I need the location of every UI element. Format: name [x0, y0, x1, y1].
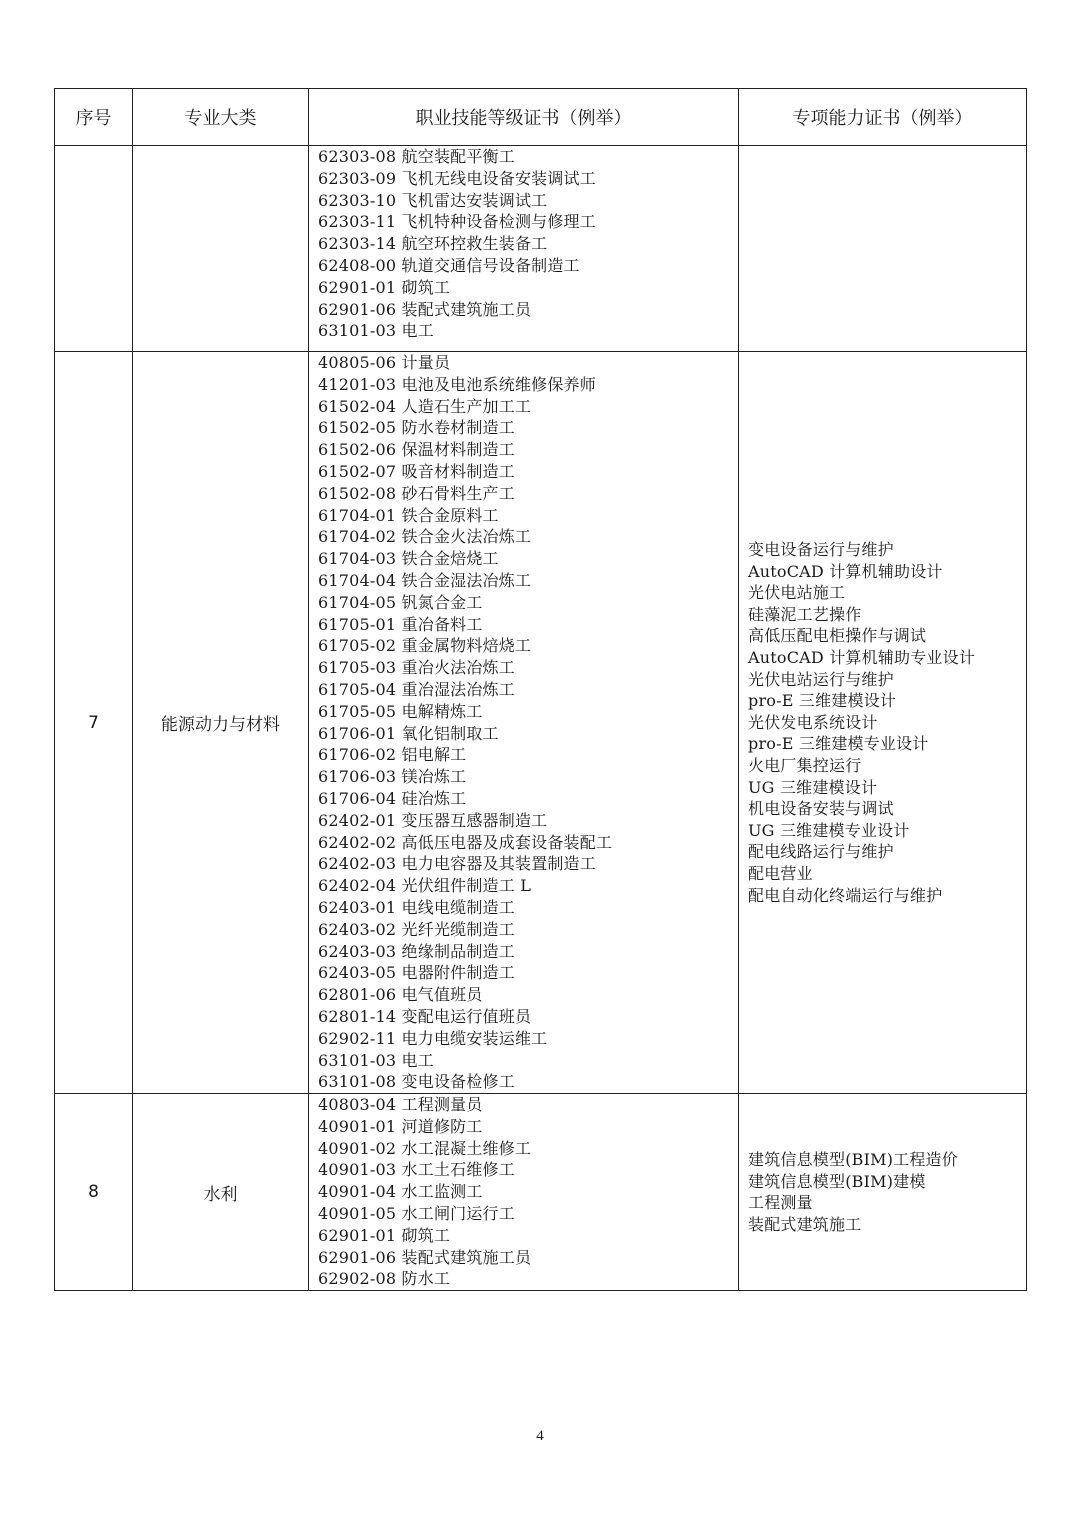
page-number: 4 [536, 1428, 544, 1444]
skill-cert-item: 62801-14 变配电运行值班员 [318, 1006, 532, 1026]
skill-cert-item: 62901-06 装配式建筑施工员 [318, 299, 532, 319]
skill-cert-item: 62801-06 电气值班员 [318, 985, 483, 1005]
special-cert-item: 建筑信息模型(BIM)建模 [748, 1171, 926, 1191]
skill-cert-item: 62902-11 电力电缆安装运维工 [318, 1028, 548, 1048]
skill-cert-item: 61706-01 氧化铝制取工 [318, 723, 499, 743]
row-index [55, 146, 133, 352]
skill-cert-item: 40901-02 水工混凝土维修工 [318, 1138, 532, 1158]
special-cert-item: 装配式建筑施工 [748, 1214, 862, 1234]
skill-cert-item: 61706-02 铝电解工 [318, 745, 467, 765]
skill-cert-item: 61502-04 人造石生产加工工 [318, 396, 532, 416]
special-cert-item: 光伏电站施工 [748, 583, 846, 603]
table-row [55, 352, 1027, 1094]
special-cert-item: 建筑信息模型(BIM)工程造价 [748, 1149, 958, 1169]
skill-cert-item: 41201-03 电池及电池系统维修保养师 [318, 374, 596, 394]
skill-cert-item: 61705-01 重冶备料工 [318, 614, 483, 634]
table-row [55, 1094, 1027, 1291]
skill-cert-item: 62402-03 电力电容器及其装置制造工 [318, 854, 596, 874]
skill-cert-item: 62901-06 装配式建筑施工员 [318, 1247, 532, 1267]
special-cert-item: UG 三维建模专业设计 [748, 820, 910, 840]
special-cert-item: 光伏发电系统设计 [748, 712, 878, 732]
skill-cert-item: 61502-06 保温材料制造工 [318, 440, 515, 460]
special-cert-cell [739, 352, 1027, 1094]
special-cert-item: 配电营业 [748, 863, 813, 883]
table-header-row [55, 89, 1027, 146]
skill-cert-item: 63101-03 电工 [318, 321, 434, 341]
skill-cert-item: 61502-08 砂石骨料生产工 [318, 483, 515, 503]
special-cert-item: 变电设备运行与维护 [748, 540, 894, 559]
skill-cert-item: 61706-03 镁冶炼工 [318, 767, 467, 787]
special-cert-item: 高低压配电柜操作与调试 [748, 626, 927, 646]
skill-cert-item: 62303-09 飞机无线电设备安装调试工 [318, 168, 596, 188]
skill-cert-item: 62901-01 砌筑工 [318, 1225, 451, 1245]
header-category: 专业大类 [133, 89, 309, 146]
skill-cert-cell [309, 1094, 739, 1291]
skill-cert-item: 62303-10 飞机雷达安装调试工 [318, 190, 548, 210]
skill-cert-item: 62303-11 飞机特种设备检测与修理工 [318, 212, 596, 232]
skill-cert-item: 61704-01 铁合金原料工 [318, 505, 499, 525]
special-cert-item: AutoCAD 计算机辅助设计 [748, 561, 943, 581]
special-cert-cell [739, 146, 1027, 352]
skill-cert-item: 40901-05 水工闸门运行工 [318, 1204, 515, 1224]
skill-cert-item: 61705-04 重冶湿法冶炼工 [318, 679, 515, 699]
special-cert-cell [739, 1094, 1027, 1291]
skill-cert-item: 40901-04 水工监测工 [318, 1182, 483, 1202]
table-row [55, 146, 1027, 352]
skill-cert-item: 61704-03 铁合金焙烧工 [318, 549, 499, 569]
special-cert-item: 工程测量 [748, 1193, 813, 1213]
special-cert-item: UG 三维建模设计 [748, 777, 878, 797]
skill-cert-item: 62901-01 砌筑工 [318, 277, 451, 297]
skill-cert-item: 62403-02 光纤光缆制造工 [318, 919, 515, 939]
special-cert-item: pro-E 三维建模专业设计 [748, 734, 929, 754]
skill-cert-item: 40805-06 计量员 [318, 353, 451, 372]
row-category [133, 146, 309, 352]
skill-cert-item: 62303-08 航空装配平衡工 [318, 147, 515, 166]
skill-cert-item: 62408-00 轨道交通信号设备制造工 [318, 255, 580, 275]
certificate-table [54, 88, 1027, 1291]
skill-cert-item: 63101-03 电工 [318, 1050, 434, 1070]
skill-cert-item: 61502-05 防水卷材制造工 [318, 418, 515, 438]
special-cert-item: 硅藻泥工艺操作 [748, 604, 862, 624]
skill-cert-item: 63101-08 变电设备检修工 [318, 1072, 515, 1092]
skill-cert-item: 62402-04 光伏组件制造工 L [318, 876, 532, 896]
skill-cert-item: 61704-02 铁合金火法冶炼工 [318, 527, 532, 547]
header-index: 序号 [55, 89, 133, 146]
skill-cert-item: 61704-04 铁合金湿法冶炼工 [318, 570, 532, 590]
skill-cert-item: 40901-01 河道修防工 [318, 1116, 483, 1136]
skill-cert-item: 62402-01 变压器互感器制造工 [318, 810, 548, 830]
row-index: 7 [55, 352, 133, 1094]
row-index: 8 [55, 1094, 133, 1291]
skill-cert-item: 62403-01 电线电缆制造工 [318, 897, 515, 917]
skill-cert-item: 61502-07 吸音材料制造工 [318, 461, 515, 481]
skill-cert-item: 61705-03 重冶火法冶炼工 [318, 658, 515, 678]
header-skill-certs: 职业技能等级证书（例举） [309, 89, 739, 146]
special-cert-item: 机电设备安装与调试 [748, 799, 894, 819]
skill-cert-item: 62402-02 高低压电器及成套设备装配工 [318, 832, 613, 852]
skill-cert-item: 61704-05 钒氮合金工 [318, 592, 483, 612]
skill-cert-item: 62303-14 航空环控救生装备工 [318, 234, 548, 254]
skill-cert-item: 62902-08 防水工 [318, 1269, 451, 1289]
special-cert-item: 火电厂集控运行 [748, 755, 862, 775]
skill-cert-cell [309, 146, 739, 352]
skill-cert-item: 61706-04 硅冶炼工 [318, 788, 467, 808]
special-cert-item: 配电线路运行与维护 [748, 842, 894, 862]
skill-cert-item: 62403-05 电器附件制造工 [318, 963, 515, 983]
skill-cert-item: 40803-04 工程测量员 [318, 1095, 483, 1115]
special-cert-item: 光伏电站运行与维护 [748, 669, 894, 689]
skill-cert-cell [309, 352, 739, 1094]
skill-cert-item: 61705-02 重金属物料焙烧工 [318, 636, 532, 656]
skill-cert-item: 62403-03 绝缘制品制造工 [318, 941, 515, 961]
row-category: 水利 [133, 1094, 309, 1291]
skill-cert-item: 40901-03 水工土石维修工 [318, 1160, 515, 1180]
skill-cert-item: 61705-05 电解精炼工 [318, 701, 483, 721]
special-cert-item: pro-E 三维建模设计 [748, 691, 897, 711]
special-cert-item: 配电自动化终端运行与维护 [748, 885, 943, 905]
row-category: 能源动力与材料 [133, 352, 309, 1094]
special-cert-item: AutoCAD 计算机辅助专业设计 [748, 647, 976, 667]
header-special-certs: 专项能力证书（例举） [739, 89, 1027, 146]
